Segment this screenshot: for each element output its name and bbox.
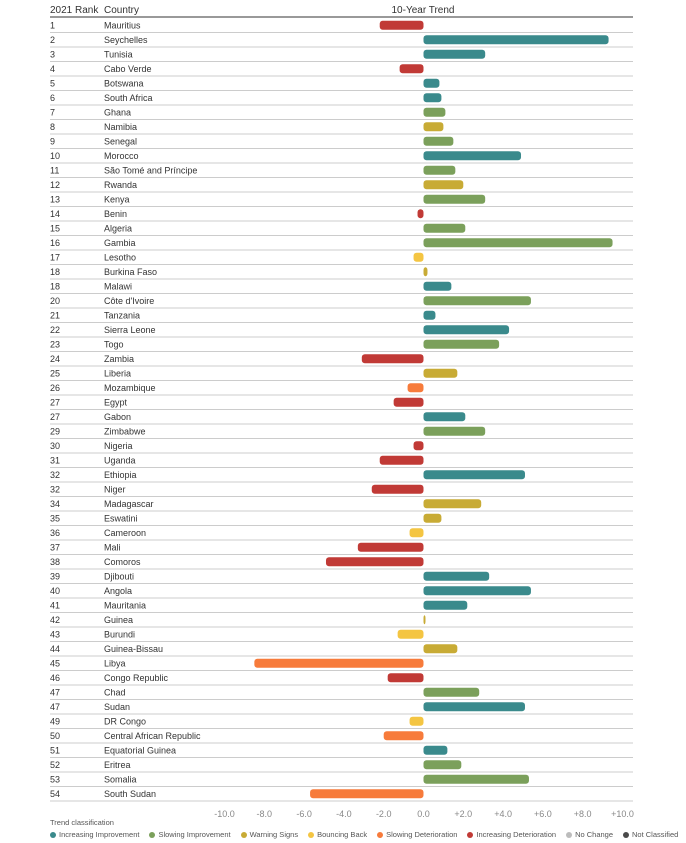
rank-label: 27 — [50, 397, 61, 408]
table-row — [50, 513, 633, 525]
country-label: Cameroon — [104, 527, 147, 538]
country-label: Togo — [104, 339, 124, 350]
rank-label: 14 — [50, 208, 61, 219]
rank-label: 32 — [50, 484, 61, 495]
bar — [410, 528, 424, 537]
bar — [424, 702, 525, 711]
rank-label: 22 — [50, 324, 61, 335]
table-row — [50, 615, 633, 627]
bar — [424, 93, 442, 102]
table-row — [50, 267, 633, 279]
country-label: São Tomé and Príncipe — [104, 165, 198, 176]
country-label: Mauritania — [104, 600, 147, 611]
rank-label: 37 — [50, 542, 61, 553]
bar — [310, 789, 423, 798]
rank-label: 29 — [50, 426, 61, 437]
rank-label: 8 — [50, 121, 56, 132]
country-label: Mali — [104, 542, 121, 553]
rank-label: 1 — [50, 20, 56, 31]
country-label: Chad — [104, 687, 126, 698]
bar — [424, 775, 529, 784]
rank-label: 23 — [50, 339, 61, 350]
table-row — [50, 296, 633, 308]
x-tick-label: 0.0 — [417, 809, 430, 819]
bar — [424, 108, 446, 117]
table-row — [50, 252, 633, 264]
rank-label: 46 — [50, 672, 61, 683]
country-label: Seychelles — [104, 34, 148, 45]
rank-label: 41 — [50, 600, 61, 611]
legend-label: Increasing Improvement — [59, 830, 140, 839]
table-row — [50, 180, 633, 192]
bar — [424, 122, 444, 131]
table-row — [50, 687, 633, 699]
legend-label: No Change — [575, 830, 614, 839]
bar — [424, 572, 490, 581]
bar — [414, 253, 424, 262]
bar — [408, 383, 424, 392]
table-row — [50, 441, 633, 453]
bar — [424, 760, 462, 769]
x-tick-label: -2.0 — [375, 809, 392, 819]
rank-column-header: 2021 Rank — [50, 5, 99, 16]
legend-item — [241, 830, 299, 839]
table-row — [50, 93, 633, 105]
bar — [424, 166, 456, 175]
bar — [424, 50, 486, 59]
legend-swatch — [308, 832, 314, 838]
table-row — [50, 209, 633, 221]
legend-swatch — [149, 832, 155, 838]
bar — [424, 369, 458, 378]
rank-label: 27 — [50, 411, 61, 422]
x-tick-label: +6.0 — [534, 809, 552, 819]
rank-label: 47 — [50, 701, 61, 712]
bar — [380, 456, 424, 465]
country-label: Lesotho — [104, 252, 137, 263]
legend-item — [149, 830, 230, 839]
table-row — [50, 223, 633, 235]
x-tick-label: +2.0 — [454, 809, 473, 819]
legend-swatch — [50, 832, 56, 838]
table-row — [50, 644, 633, 656]
rank-label: 12 — [50, 179, 61, 190]
legend-label: Not Classified — [632, 830, 679, 839]
country-label: Cabo Verde — [104, 63, 152, 74]
country-label: Libya — [104, 658, 126, 669]
country-label: Angola — [104, 585, 133, 596]
table-row — [50, 673, 633, 685]
rank-label: 10 — [50, 150, 61, 161]
country-label: Namibia — [104, 121, 138, 132]
rank-label: 50 — [50, 730, 61, 741]
bar — [424, 195, 486, 204]
table-row — [50, 760, 633, 772]
rank-label: 20 — [50, 295, 61, 306]
legend-label: Warning Signs — [249, 830, 299, 839]
table-row — [50, 745, 633, 757]
country-label: Madagascar — [104, 498, 154, 509]
bar — [418, 209, 424, 218]
table-row — [50, 629, 633, 641]
table-row — [50, 586, 633, 598]
country-label: Guinea-Bissau — [104, 643, 164, 654]
legend-item — [467, 830, 556, 839]
country-label: Tunisia — [104, 49, 133, 60]
table-row — [50, 49, 633, 61]
rank-label: 52 — [50, 759, 61, 770]
country-label: Uganda — [104, 455, 136, 466]
table-row — [50, 557, 633, 569]
bar — [424, 282, 452, 291]
country-column-header: Country — [104, 5, 140, 16]
bar — [326, 557, 424, 566]
x-tick-label: -10.0 — [214, 809, 235, 819]
legend-item — [377, 830, 457, 839]
country-label: Côte d'Ivoire — [104, 295, 155, 306]
rank-label: 34 — [50, 498, 61, 509]
table-row — [50, 528, 633, 540]
country-label: Central African Republic — [104, 730, 201, 741]
bar — [394, 398, 424, 407]
country-label: Mozambique — [104, 382, 156, 393]
rank-label: 18 — [50, 281, 61, 292]
rank-label: 36 — [50, 527, 61, 538]
rank-label: 18 — [50, 266, 61, 277]
country-label: Guinea — [104, 614, 134, 625]
table-row — [50, 397, 633, 409]
rank-label: 49 — [50, 716, 61, 727]
legend-label: Increasing Deterioration — [476, 830, 557, 839]
bar — [424, 499, 482, 508]
legend-label: Slowing Improvement — [158, 830, 231, 839]
country-label: Djibouti — [104, 571, 135, 582]
rank-label: 35 — [50, 513, 61, 524]
rank-label: 21 — [50, 310, 61, 321]
table-row — [50, 426, 633, 438]
bar — [424, 586, 531, 595]
table-row — [50, 470, 633, 482]
table-row — [50, 499, 633, 511]
table-row — [50, 658, 633, 670]
legend-swatch — [241, 832, 247, 838]
country-label: Senegal — [104, 136, 138, 147]
legend-items — [50, 830, 679, 839]
country-label: Mauritius — [104, 20, 141, 31]
table-row — [50, 151, 633, 163]
legend-title: Trend classification — [50, 818, 114, 827]
country-label: Eswatini — [104, 513, 138, 524]
legend-swatch — [623, 832, 629, 838]
rank-label: 32 — [50, 469, 61, 480]
x-tick-label: +8.0 — [573, 809, 592, 819]
country-label: Gambia — [104, 237, 136, 248]
country-label: Zimbabwe — [104, 426, 146, 437]
country-label: Burkina Faso — [104, 266, 158, 277]
bar — [424, 746, 448, 755]
bar — [400, 64, 424, 73]
rank-label: 3 — [50, 49, 56, 60]
country-label: DR Congo — [104, 716, 147, 727]
country-label: Burundi — [104, 629, 136, 640]
rank-label: 38 — [50, 556, 61, 567]
bar — [424, 644, 458, 653]
country-label: Eritrea — [104, 759, 131, 770]
legend-item — [623, 830, 678, 839]
rank-label: 5 — [50, 78, 56, 89]
rank-label: 26 — [50, 382, 61, 393]
rank-label: 24 — [50, 353, 61, 364]
rank-label: 9 — [50, 136, 56, 147]
country-label: Somalia — [104, 774, 137, 785]
bar — [372, 485, 424, 494]
country-label: Zambia — [104, 353, 135, 364]
table-row — [50, 281, 633, 293]
bar — [424, 238, 613, 247]
country-label: Rwanda — [104, 179, 138, 190]
rank-label: 30 — [50, 440, 61, 451]
x-tick-label: +10.0 — [611, 809, 634, 819]
legend-label: Bouncing Back — [317, 830, 368, 839]
country-label: Tanzania — [104, 310, 141, 321]
bar — [424, 325, 510, 334]
rank-label: 47 — [50, 687, 61, 698]
legend-item — [566, 830, 613, 839]
rank-label: 11 — [50, 165, 60, 176]
bar — [362, 354, 424, 363]
x-tick-label: -6.0 — [296, 809, 312, 819]
bar — [424, 224, 466, 233]
country-label: Malawi — [104, 281, 133, 292]
country-label: Ethiopia — [104, 469, 137, 480]
rank-label: 25 — [50, 368, 61, 379]
bar — [424, 412, 466, 421]
bar — [424, 340, 500, 349]
country-label: Comoros — [104, 556, 141, 567]
rank-label: 31 — [50, 455, 61, 466]
bar — [424, 180, 464, 189]
rank-label: 16 — [50, 237, 61, 248]
rank-label: 54 — [50, 788, 61, 799]
table-row — [50, 64, 633, 76]
country-label: Sierra Leone — [104, 324, 156, 335]
rank-label: 44 — [50, 643, 61, 654]
x-tick-label: -8.0 — [256, 809, 273, 819]
bar — [358, 543, 424, 552]
country-label: Nigeria — [104, 440, 133, 451]
bar — [424, 311, 436, 320]
country-label: Gabon — [104, 411, 132, 422]
country-label: Algeria — [104, 223, 133, 234]
bar — [424, 427, 486, 436]
rank-label: 45 — [50, 658, 61, 669]
legend-swatch — [467, 832, 473, 838]
rows-layer — [50, 20, 633, 801]
country-label: South Sudan — [104, 788, 157, 799]
bar — [398, 630, 424, 639]
bar — [424, 514, 442, 523]
legend-swatch — [377, 832, 383, 838]
table-row — [50, 702, 633, 714]
bar — [424, 601, 468, 610]
country-label: Equatorial Guinea — [104, 745, 177, 756]
bar — [380, 21, 424, 30]
rank-label: 6 — [50, 92, 56, 103]
legend-swatch — [566, 832, 572, 838]
country-label: Morocco — [104, 150, 139, 161]
table-row — [50, 238, 633, 250]
table-row — [50, 484, 633, 496]
table-row — [50, 571, 633, 583]
table-row — [50, 35, 633, 47]
country-label: Liberia — [104, 368, 132, 379]
table-row — [50, 325, 633, 337]
table-row — [50, 774, 633, 786]
bar — [424, 79, 440, 88]
country-label: Congo Republic — [104, 672, 169, 683]
table-row — [50, 165, 633, 177]
table-row — [50, 20, 633, 32]
x-tick-label: -4.0 — [336, 809, 352, 819]
country-label: Kenya — [104, 194, 130, 205]
table-row — [50, 107, 633, 119]
table-row — [50, 600, 633, 612]
rank-label: 7 — [50, 107, 56, 118]
x-tick-label: +4.0 — [494, 809, 512, 819]
bar — [424, 35, 609, 44]
rank-label: 53 — [50, 774, 61, 785]
table-row — [50, 716, 633, 728]
rank-label: 51 — [50, 745, 61, 756]
bar — [424, 615, 426, 624]
bar — [424, 151, 522, 160]
bar — [424, 296, 531, 305]
table-row — [50, 731, 633, 743]
legend-label: Slowing Deterioration — [386, 830, 458, 839]
rank-label: 40 — [50, 585, 61, 596]
rank-label: 15 — [50, 223, 61, 234]
table-row — [50, 194, 633, 206]
bar — [414, 441, 424, 450]
country-label: Niger — [104, 484, 126, 495]
country-label: Botswana — [104, 78, 144, 89]
bar — [424, 137, 454, 146]
rank-label: 13 — [50, 194, 61, 205]
rank-label: 43 — [50, 629, 61, 640]
table-row — [50, 339, 633, 351]
legend — [50, 818, 679, 839]
rank-label: 4 — [50, 63, 56, 74]
table-row — [50, 136, 633, 148]
rank-label: 39 — [50, 571, 61, 582]
country-label: Ghana — [104, 107, 132, 118]
legend-item — [308, 830, 367, 839]
table-row — [50, 122, 633, 134]
country-label: Benin — [104, 208, 128, 219]
bar — [410, 717, 424, 726]
bar — [424, 470, 525, 479]
bar — [388, 673, 424, 682]
table-row — [50, 354, 633, 366]
bar — [424, 688, 480, 697]
table-row — [50, 455, 633, 467]
country-label: South Africa — [104, 92, 153, 103]
country-label: Egypt — [104, 397, 128, 408]
table-row — [50, 383, 633, 395]
table-row — [50, 789, 633, 801]
bar — [424, 267, 428, 276]
country-label: Sudan — [104, 701, 131, 712]
bar — [254, 659, 423, 668]
bar — [384, 731, 424, 740]
table-row — [50, 310, 633, 322]
legend-item — [50, 830, 139, 839]
rank-label: 2 — [50, 34, 56, 45]
rank-label: 17 — [50, 252, 61, 263]
rank-label: 42 — [50, 614, 61, 625]
table-row — [50, 542, 633, 554]
table-row — [50, 368, 633, 380]
table-row — [50, 78, 633, 90]
trend-column-header: 10-Year Trend — [391, 5, 455, 16]
table-row — [50, 412, 633, 424]
